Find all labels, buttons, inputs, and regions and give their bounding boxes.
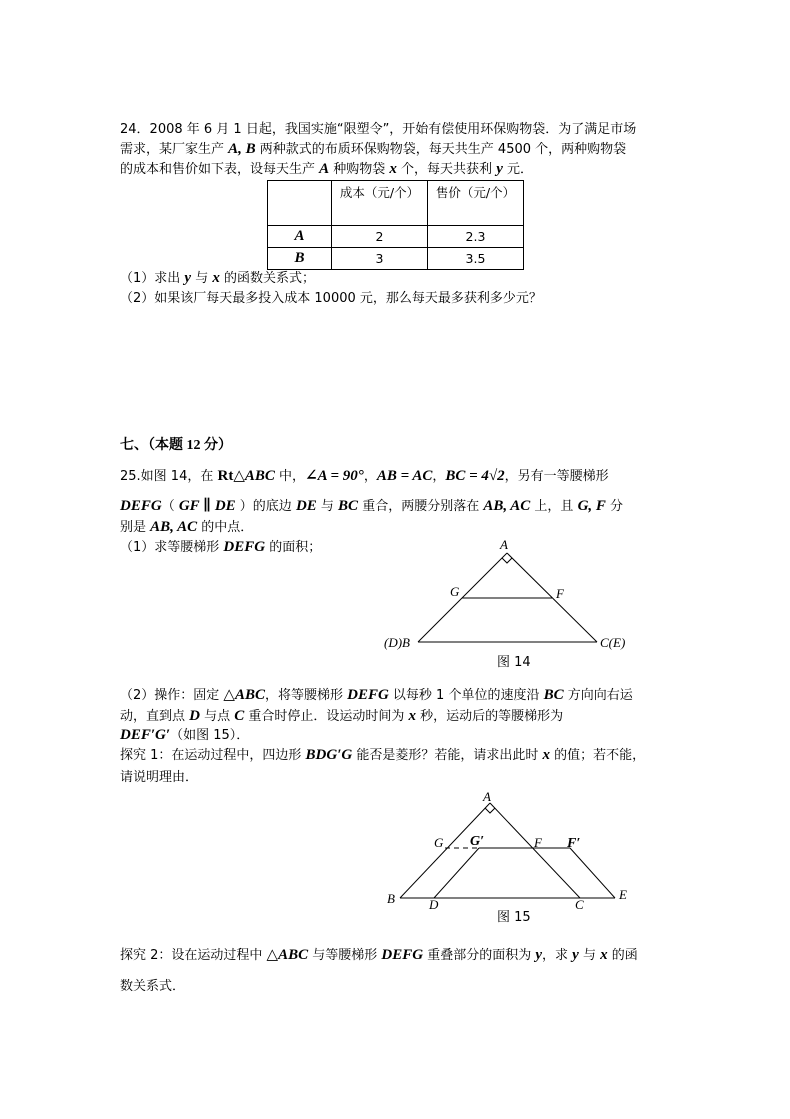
- math-var: y: [535, 947, 542, 963]
- q25-sub2-line-3: [120, 726, 249, 745]
- q24-sub2: [120, 289, 542, 308]
- q25-text: 与: [316, 499, 339, 514]
- fig14-caption: 图 14: [497, 655, 531, 670]
- fig15-label-F: F: [534, 835, 542, 850]
- math-var: y: [496, 161, 503, 177]
- q25-text: 重合，两腰分别落在: [358, 499, 484, 514]
- q25-text: 以每秒 1 个单位的速度沿: [388, 688, 544, 703]
- math-var: DEF′G′: [120, 727, 171, 743]
- table-cell-label: B: [268, 248, 332, 270]
- q25-text: 25.如图 14，在: [120, 469, 218, 484]
- fig15-label-A: A: [483, 789, 491, 804]
- table-header-cell: 售价（元/个）: [428, 181, 524, 226]
- fig15-label-E: E: [619, 887, 627, 902]
- math-equation: BC = 4√2: [445, 468, 505, 484]
- q25-text: （2）操作：固定: [120, 688, 224, 703]
- table-row: [268, 226, 524, 248]
- fig14-label-A: A: [500, 537, 508, 552]
- math-var: y: [184, 270, 192, 286]
- q24-sub1: [120, 269, 315, 288]
- q24-text: （2）如果该厂每天最多投入成本 10000 元，那么每天最多获利多少元？: [120, 291, 542, 306]
- q25-text: ，: [363, 469, 377, 484]
- math-parallel: GF ∥ DE: [178, 498, 236, 514]
- q25-line-3: [120, 518, 253, 537]
- q24-text: 种购物袋: [329, 162, 390, 177]
- math-var: DEFG: [381, 947, 424, 963]
- math-var: y: [572, 947, 579, 963]
- fig14-label-G: G: [450, 584, 460, 599]
- q25-explore2-line-1: [120, 946, 638, 965]
- q25-text: 上，且: [530, 499, 578, 514]
- math-var: DEFG: [120, 498, 162, 514]
- q25-line-2: [120, 497, 623, 516]
- math-var: x: [212, 270, 220, 286]
- math-var: DE: [295, 498, 317, 514]
- math-var: BDG′G: [305, 747, 353, 763]
- q25-text: ，: [432, 469, 446, 484]
- q24-text: 个，每天共获利: [396, 162, 497, 177]
- math-var: x: [389, 161, 397, 177]
- math-var: x: [600, 947, 608, 963]
- fig15-caption: 图 15: [497, 910, 531, 925]
- table-cell: 3.5: [428, 248, 524, 270]
- fig14-label-B: (D)B: [384, 635, 410, 650]
- q25-explore1-line-2: 请说明理由．: [120, 770, 199, 785]
- q25-text: 与等腰梯形: [308, 948, 382, 963]
- q25-text: （: [161, 499, 179, 514]
- q25-sub2-line-1: [120, 686, 633, 705]
- q25-text: （1）求等腰梯形: [120, 540, 224, 555]
- math-var: AB, AC: [150, 519, 198, 535]
- q24-line-2: [120, 140, 626, 159]
- q24-text: 需求，某厂家生产: [120, 142, 229, 157]
- q25-text: 与点: [199, 709, 235, 724]
- fig15-label-G-prime: G′: [470, 834, 485, 849]
- q25-text: 重合时停止．设运动时间为: [244, 709, 409, 724]
- q25-text: 分: [605, 499, 624, 514]
- q24-text: 与: [191, 271, 213, 286]
- q25-text: ，求: [542, 948, 573, 963]
- q25-explore1-line-1: [120, 746, 645, 765]
- q24-text: 元．: [502, 162, 533, 177]
- q24-text: 24．2008 年 6 月 1 日起，我国实施“限塑令”，开始有偿使用环保购物袋．为了满足市场: [120, 122, 637, 137]
- section-title: 七、（本题 12 分）: [120, 438, 232, 453]
- math-angle: ∠A = 90°: [305, 468, 364, 484]
- q25-text: 的中点．: [197, 520, 254, 535]
- math-var: DEFG: [223, 539, 266, 555]
- q25-text: 探究 2：设在运动过程中: [120, 948, 267, 963]
- table-row: [268, 248, 524, 270]
- q25-text: 的面积；: [265, 540, 322, 555]
- q25-sub1: [120, 538, 321, 557]
- math-var: AB, AC: [483, 498, 531, 514]
- math-var: BC: [338, 498, 359, 514]
- q25-text: 别是: [120, 520, 151, 535]
- q25-text: ，另有一等腰梯形: [504, 469, 609, 484]
- q25-text: 动，直到点: [120, 709, 190, 724]
- q25-text: 探究 1：在运动过程中，四边形: [120, 748, 306, 763]
- fig15-label-D: D: [429, 897, 439, 912]
- table-cell: 3: [332, 248, 428, 270]
- q25-text: （如图 15）．: [170, 728, 250, 743]
- q24-text: 两种款式的布质环保购物袋，每天共生产 4500 个，两种购物袋: [255, 142, 627, 157]
- math-var: x: [542, 747, 551, 763]
- q25-text: 的函: [607, 948, 638, 963]
- table-header-cell: [268, 181, 332, 226]
- q25-text: 重叠部分的面积为: [423, 948, 536, 963]
- math-triangle: △ABC: [233, 468, 275, 484]
- math-var: x: [408, 708, 417, 724]
- q25-line-1: [120, 467, 609, 486]
- q24-text: （1）求出: [120, 271, 185, 286]
- table-cell-label: A: [268, 226, 332, 248]
- math-var: BC: [543, 687, 564, 703]
- q25-text: 方向向右运: [563, 688, 633, 703]
- fig15-label-G: G: [434, 835, 444, 850]
- q24-text: 的函数关系式；: [219, 271, 315, 286]
- table-header-cell: 成本（元/个）: [332, 181, 428, 226]
- math-triangle: △ABC: [266, 947, 309, 963]
- q25-sub2-line-2: [120, 707, 563, 726]
- q24-text: 的成本和售价如下表，设每天生产: [120, 162, 320, 177]
- cost-price-table: [267, 180, 524, 270]
- math-rt: Rt: [217, 468, 234, 484]
- q25-text: 的值；若不能，: [550, 748, 646, 763]
- q25-text: 与: [578, 948, 601, 963]
- q25-text: 中，: [274, 469, 306, 484]
- math-triangle: △ABC: [223, 687, 265, 703]
- q24-line-1: [120, 120, 636, 139]
- math-var: A: [319, 161, 330, 177]
- math-var: D: [189, 708, 200, 724]
- q25-text: 能否是菱形？若能，请求出此时: [352, 748, 543, 763]
- q25-text: ，将等腰梯形: [264, 688, 348, 703]
- fig15-label-F-prime: F′: [567, 836, 581, 851]
- q25-explore2-line-2: 数关系式．: [120, 979, 186, 994]
- math-var: DEFG: [347, 687, 389, 703]
- fig14-label-C: C(E): [600, 635, 626, 650]
- q25-text: 秒，运动后的等腰梯形为: [416, 709, 564, 724]
- table-cell: 2.3: [428, 226, 524, 248]
- table-header-row: [268, 181, 524, 226]
- q24-line-3: [120, 160, 533, 179]
- table-cell: 2: [332, 226, 428, 248]
- math-var: C: [234, 708, 245, 724]
- q25-text: ）的底边: [235, 499, 296, 514]
- math-var: G, F: [577, 498, 606, 514]
- fig15-label-C: C: [575, 897, 584, 912]
- fig14-label-F: F: [556, 586, 564, 601]
- math-var: A, B: [228, 141, 256, 157]
- fig15-label-B: B: [387, 891, 395, 906]
- math-equation: AB = AC: [376, 468, 433, 484]
